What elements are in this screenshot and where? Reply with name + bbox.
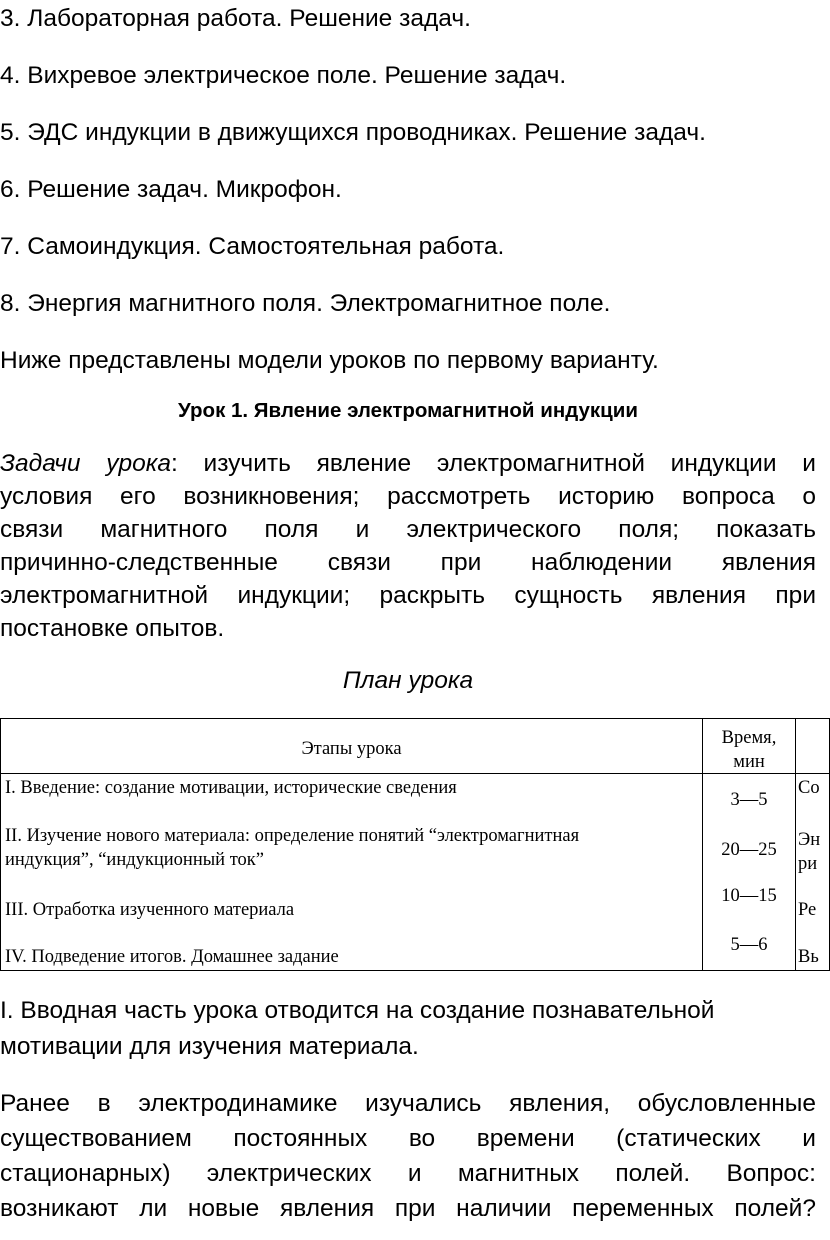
paragraph-context-text: существованием постоянных во времени (статических и: [0, 1125, 816, 1152]
list-item-8: 8. Энергия магнитного поля. Электромагнитное поле.: [0, 290, 611, 317]
paragraph-context-text: возникают ли новые явления при наличии переменных полей?: [0, 1195, 816, 1222]
table-row-stage: II. Изучение нового материала: определение понятий “электромагнитная: [5, 826, 580, 846]
lesson-objectives: [0, 447, 816, 645]
objectives-text: причинно-следственные связи при наблюдении явления: [0, 549, 816, 576]
header-stage: Этапы урока: [301, 739, 402, 759]
table-row-extra: Эн: [798, 830, 821, 850]
table-row-stage: IV. Подведение итогов. Домашнее задание: [5, 947, 339, 967]
paragraph-context-line: [0, 1156, 816, 1191]
objectives-text: условия его возникновения; рассмотреть историю вопроса о: [0, 483, 816, 510]
table-row-time: 10—15: [721, 886, 777, 906]
table-row-time: 20—25: [721, 840, 777, 860]
table-divider: [795, 719, 796, 970]
table-row-time: 5—6: [730, 935, 768, 955]
lesson-heading: Урок 1. Явление электромагнитной индукции: [178, 399, 638, 422]
objectives-line: [0, 513, 816, 546]
plan-title: План урока: [342, 667, 474, 694]
objectives-label: Задачи урока: [0, 450, 171, 477]
list-item-4: 4. Вихревое электрическое поле. Решение задач.: [0, 62, 567, 89]
paragraph-context: [0, 1086, 816, 1226]
objectives-line: [0, 447, 816, 480]
table-divider: [1, 773, 829, 774]
list-item-7: 7. Самоиндукция. Самостоятельная работа.: [0, 233, 505, 260]
list-item-3: 3. Лабораторная работа. Решение задач.: [0, 5, 471, 32]
table-row-extra-cont: ри: [798, 854, 818, 874]
paragraph-context-text: Ранее в электродинамике изучались явления, обусловленные: [0, 1090, 816, 1117]
objectives-line: [0, 546, 816, 579]
table-row-time: 3—5: [730, 790, 768, 810]
paragraph-intro-line: I. Вводная часть урока отводится на создание познавательной: [0, 997, 715, 1024]
objectives-text: связи магнитного поля и электрического поля; показать: [0, 516, 816, 543]
table-row-stage-cont: индукция”, “индукционный ток”: [5, 850, 264, 870]
list-item-6: 6. Решение задач. Микрофон.: [0, 176, 342, 203]
paragraph-context-text: стационарных) электрических и магнитных полей. Вопрос:: [0, 1160, 816, 1187]
table-row-extra: Со: [798, 778, 820, 798]
objectives-line: [0, 579, 816, 612]
objectives-text: электромагнитной индукции; раскрыть сущность явления при: [0, 582, 816, 609]
paragraph-context-line: [0, 1121, 816, 1156]
lesson-plan-table: [0, 718, 830, 971]
table-row-stage: III. Отработка изученного материала: [5, 900, 295, 920]
objectives-text: : изучить явление электромагнитной индукции и: [170, 450, 816, 477]
objectives-line: [0, 480, 816, 513]
table-row-stage: I. Введение: создание мотивации, исторические сведения: [5, 778, 457, 798]
paragraph-context-line: [0, 1191, 816, 1226]
objectives-line: [0, 612, 816, 645]
list-item-5: 5. ЭДС индукции в движущихся проводниках. Решение задач.: [0, 119, 706, 146]
paragraph-intro-line: мотивации для изучения материала.: [0, 1033, 419, 1060]
objectives-text: постановке опытов.: [0, 615, 225, 642]
paragraph-context-line: [0, 1086, 816, 1121]
table-row-extra: Вь: [798, 947, 819, 967]
header-time: Время,: [721, 728, 777, 748]
header-time-unit: мин: [733, 752, 765, 772]
intro-sentence: Ниже представлены модели уроков по первому варианту.: [0, 347, 659, 374]
table-row-extra: Ре: [798, 900, 817, 920]
